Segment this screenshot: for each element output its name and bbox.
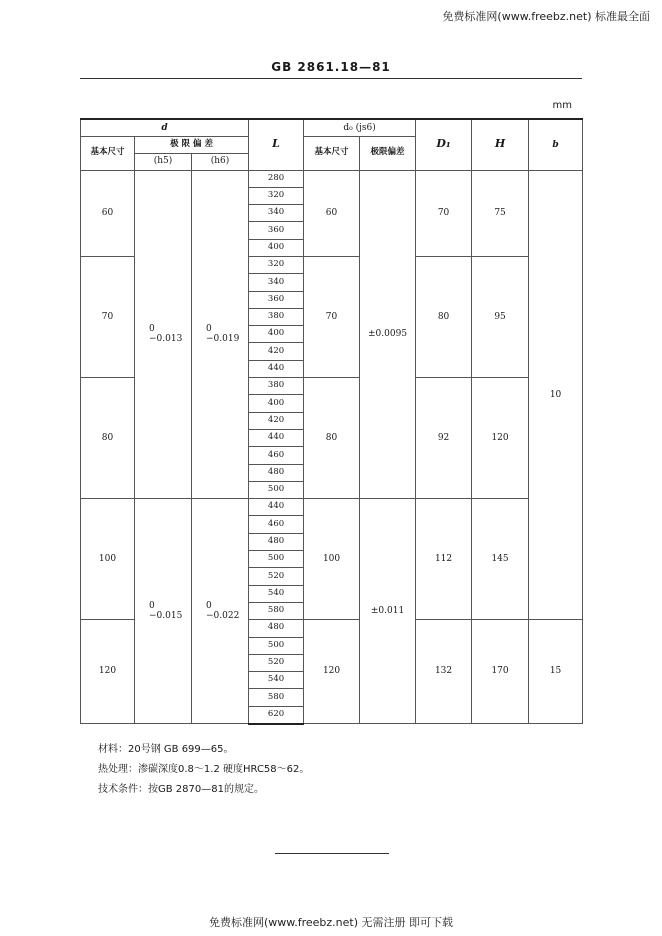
- L-cell: 500: [249, 551, 304, 568]
- L-cell: 480: [249, 620, 304, 637]
- d-basic-cell: 120: [81, 620, 135, 724]
- h6-deviation-cell: 0 −0.022: [192, 499, 249, 724]
- H-cell: 95: [472, 256, 529, 377]
- dimension-table: [80, 118, 583, 725]
- h5-deviation-cell: 0 −0.015: [135, 499, 192, 724]
- L-cell: 340: [249, 274, 304, 291]
- d0-basic-cell: 70: [304, 256, 360, 377]
- note-technical-conditions: 技术条件：按GB 2870—81的规定。: [98, 784, 264, 795]
- header-d0: d₀ (js6): [304, 119, 416, 136]
- d0-basic-cell: 80: [304, 378, 360, 499]
- L-cell: 500: [249, 481, 304, 498]
- L-cell: 320: [249, 256, 304, 273]
- d-basic-cell: 60: [81, 170, 135, 256]
- header-row-1: [81, 119, 583, 136]
- L-cell: 620: [249, 706, 304, 723]
- L-cell: 480: [249, 464, 304, 481]
- L-cell: 320: [249, 187, 304, 204]
- L-cell: 400: [249, 239, 304, 256]
- L-cell: 440: [249, 499, 304, 516]
- notes-block: [98, 740, 309, 800]
- header-d0-limit: 极限偏差: [360, 136, 416, 170]
- L-cell: 540: [249, 585, 304, 602]
- d-basic-cell: 70: [81, 256, 135, 377]
- d0-basic-cell: 100: [304, 499, 360, 620]
- header-d-basic: 基本尺寸: [81, 136, 135, 170]
- h6-deviation-cell: 0 −0.019: [192, 170, 249, 499]
- L-cell: 420: [249, 412, 304, 429]
- L-cell: 440: [249, 429, 304, 446]
- watermark-bottom: 免费标准网(www.freebz.net) 无需注册 即可下载: [208, 916, 454, 929]
- L-cell: 340: [249, 205, 304, 222]
- L-cell: 520: [249, 568, 304, 585]
- note-heat-treatment: 热处理：渗碳深度0.8～1.2 硬度HRC58～62。: [98, 764, 310, 775]
- D1-cell: 112: [416, 499, 472, 620]
- L-cell: 520: [249, 654, 304, 671]
- d-basic-cell: 80: [81, 378, 135, 499]
- L-cell: 480: [249, 533, 304, 550]
- L-cell: 380: [249, 378, 304, 395]
- b-cell: 15: [529, 620, 583, 724]
- L-cell: 380: [249, 308, 304, 325]
- L-cell: 500: [249, 637, 304, 654]
- b-cell: 10: [529, 170, 583, 620]
- table-row: [81, 170, 583, 187]
- L-cell: 400: [249, 395, 304, 412]
- header-D1: D₁: [416, 119, 472, 170]
- d0-limit-cell: ±0.011: [360, 499, 416, 724]
- header-b: b: [529, 119, 583, 170]
- d0-limit-cell: ±0.0095: [360, 170, 416, 499]
- header-d-limit: 极 限 偏 差: [135, 136, 249, 153]
- header-H: H: [472, 119, 529, 170]
- L-cell: 540: [249, 672, 304, 689]
- header-d0-basic: 基本尺寸: [304, 136, 360, 170]
- header-L: L: [249, 119, 304, 170]
- d0-basic-cell: 60: [304, 170, 360, 256]
- L-cell: 400: [249, 326, 304, 343]
- watermark-top: 免费标准网(www.freebz.net) 标准最全面: [442, 10, 650, 23]
- d-basic-cell: 100: [81, 499, 135, 620]
- H-cell: 75: [472, 170, 529, 256]
- L-cell: 460: [249, 516, 304, 533]
- L-cell: 460: [249, 447, 304, 464]
- L-cell: 360: [249, 291, 304, 308]
- end-rule: [275, 853, 389, 854]
- L-cell: 580: [249, 602, 304, 619]
- L-cell: 440: [249, 360, 304, 377]
- L-cell: 360: [249, 222, 304, 239]
- note-material: 材料：20号钢 GB 699—65。: [98, 744, 234, 755]
- L-cell: 280: [249, 170, 304, 187]
- table-row: [81, 499, 583, 516]
- header-rule: [80, 78, 582, 79]
- H-cell: 145: [472, 499, 529, 620]
- standard-number-header: GB 2861.18—81: [271, 60, 391, 74]
- D1-cell: 80: [416, 256, 472, 377]
- L-cell: 580: [249, 689, 304, 706]
- header-h6: (h6): [192, 153, 249, 170]
- D1-cell: 132: [416, 620, 472, 724]
- D1-cell: 92: [416, 378, 472, 499]
- D1-cell: 70: [416, 170, 472, 256]
- H-cell: 170: [472, 620, 529, 724]
- header-h5: (h5): [135, 153, 192, 170]
- L-cell: 420: [249, 343, 304, 360]
- h5-deviation-cell: 0 −0.013: [135, 170, 192, 499]
- unit-label: mm: [552, 100, 572, 111]
- H-cell: 120: [472, 378, 529, 499]
- d0-basic-cell: 120: [304, 620, 360, 724]
- header-d: d: [81, 119, 249, 136]
